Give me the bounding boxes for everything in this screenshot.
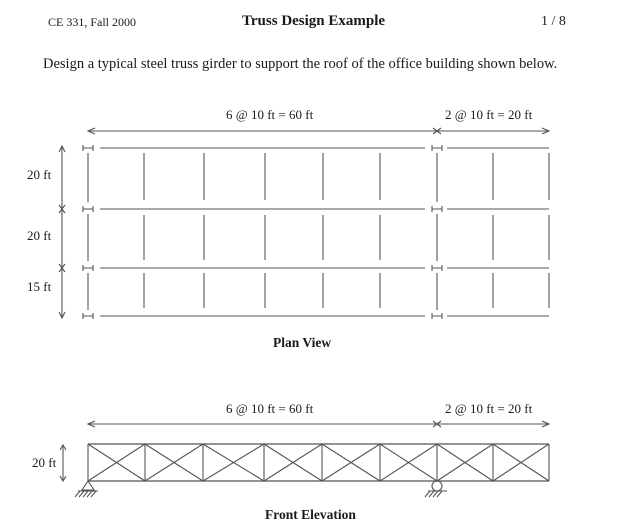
- plan-dim-right-span: 2 @ 10 ft = 20 ft: [445, 107, 533, 122]
- plan-joists: [88, 153, 549, 310]
- elev-dimension-line: [88, 421, 549, 427]
- intro-paragraph: Design a typical steel truss girder to support the roof of the office building shown below.: [43, 56, 558, 72]
- plan-view-drawing: [59, 128, 549, 319]
- elev-dim-left-span: 6 @ 10 ft = 60 ft: [226, 401, 314, 416]
- plan-dimension-line: [88, 128, 549, 134]
- truss-verticals: [88, 444, 549, 481]
- page-number: 1 / 8: [541, 14, 566, 29]
- plan-view-caption: Plan View: [273, 335, 332, 350]
- plan-vertical-dimension: [59, 146, 65, 318]
- truss-chords: [88, 444, 549, 481]
- pin-support-icon: [75, 481, 98, 497]
- course-label: CE 331, Fall 2000: [48, 15, 137, 29]
- plan-column-markers: [83, 145, 442, 319]
- elev-height-arrow: [60, 445, 66, 481]
- roller-support-icon: [425, 481, 447, 497]
- plan-bay-dim-3: 15 ft: [27, 279, 52, 294]
- plan-girder-lines: [100, 148, 549, 316]
- front-elevation-caption: Front Elevation: [265, 507, 356, 522]
- elev-dim-right-span: 2 @ 10 ft = 20 ft: [445, 401, 533, 416]
- elev-height-dim: 20 ft: [32, 455, 57, 470]
- plan-dim-left-span: 6 @ 10 ft = 60 ft: [226, 107, 314, 122]
- plan-bay-dim-2: 20 ft: [27, 228, 52, 243]
- front-elevation-drawing: [60, 421, 549, 497]
- plan-bay-dim-1: 20 ft: [27, 167, 52, 182]
- truss-diagonals: [88, 444, 549, 481]
- page-title: Truss Design Example: [242, 13, 386, 29]
